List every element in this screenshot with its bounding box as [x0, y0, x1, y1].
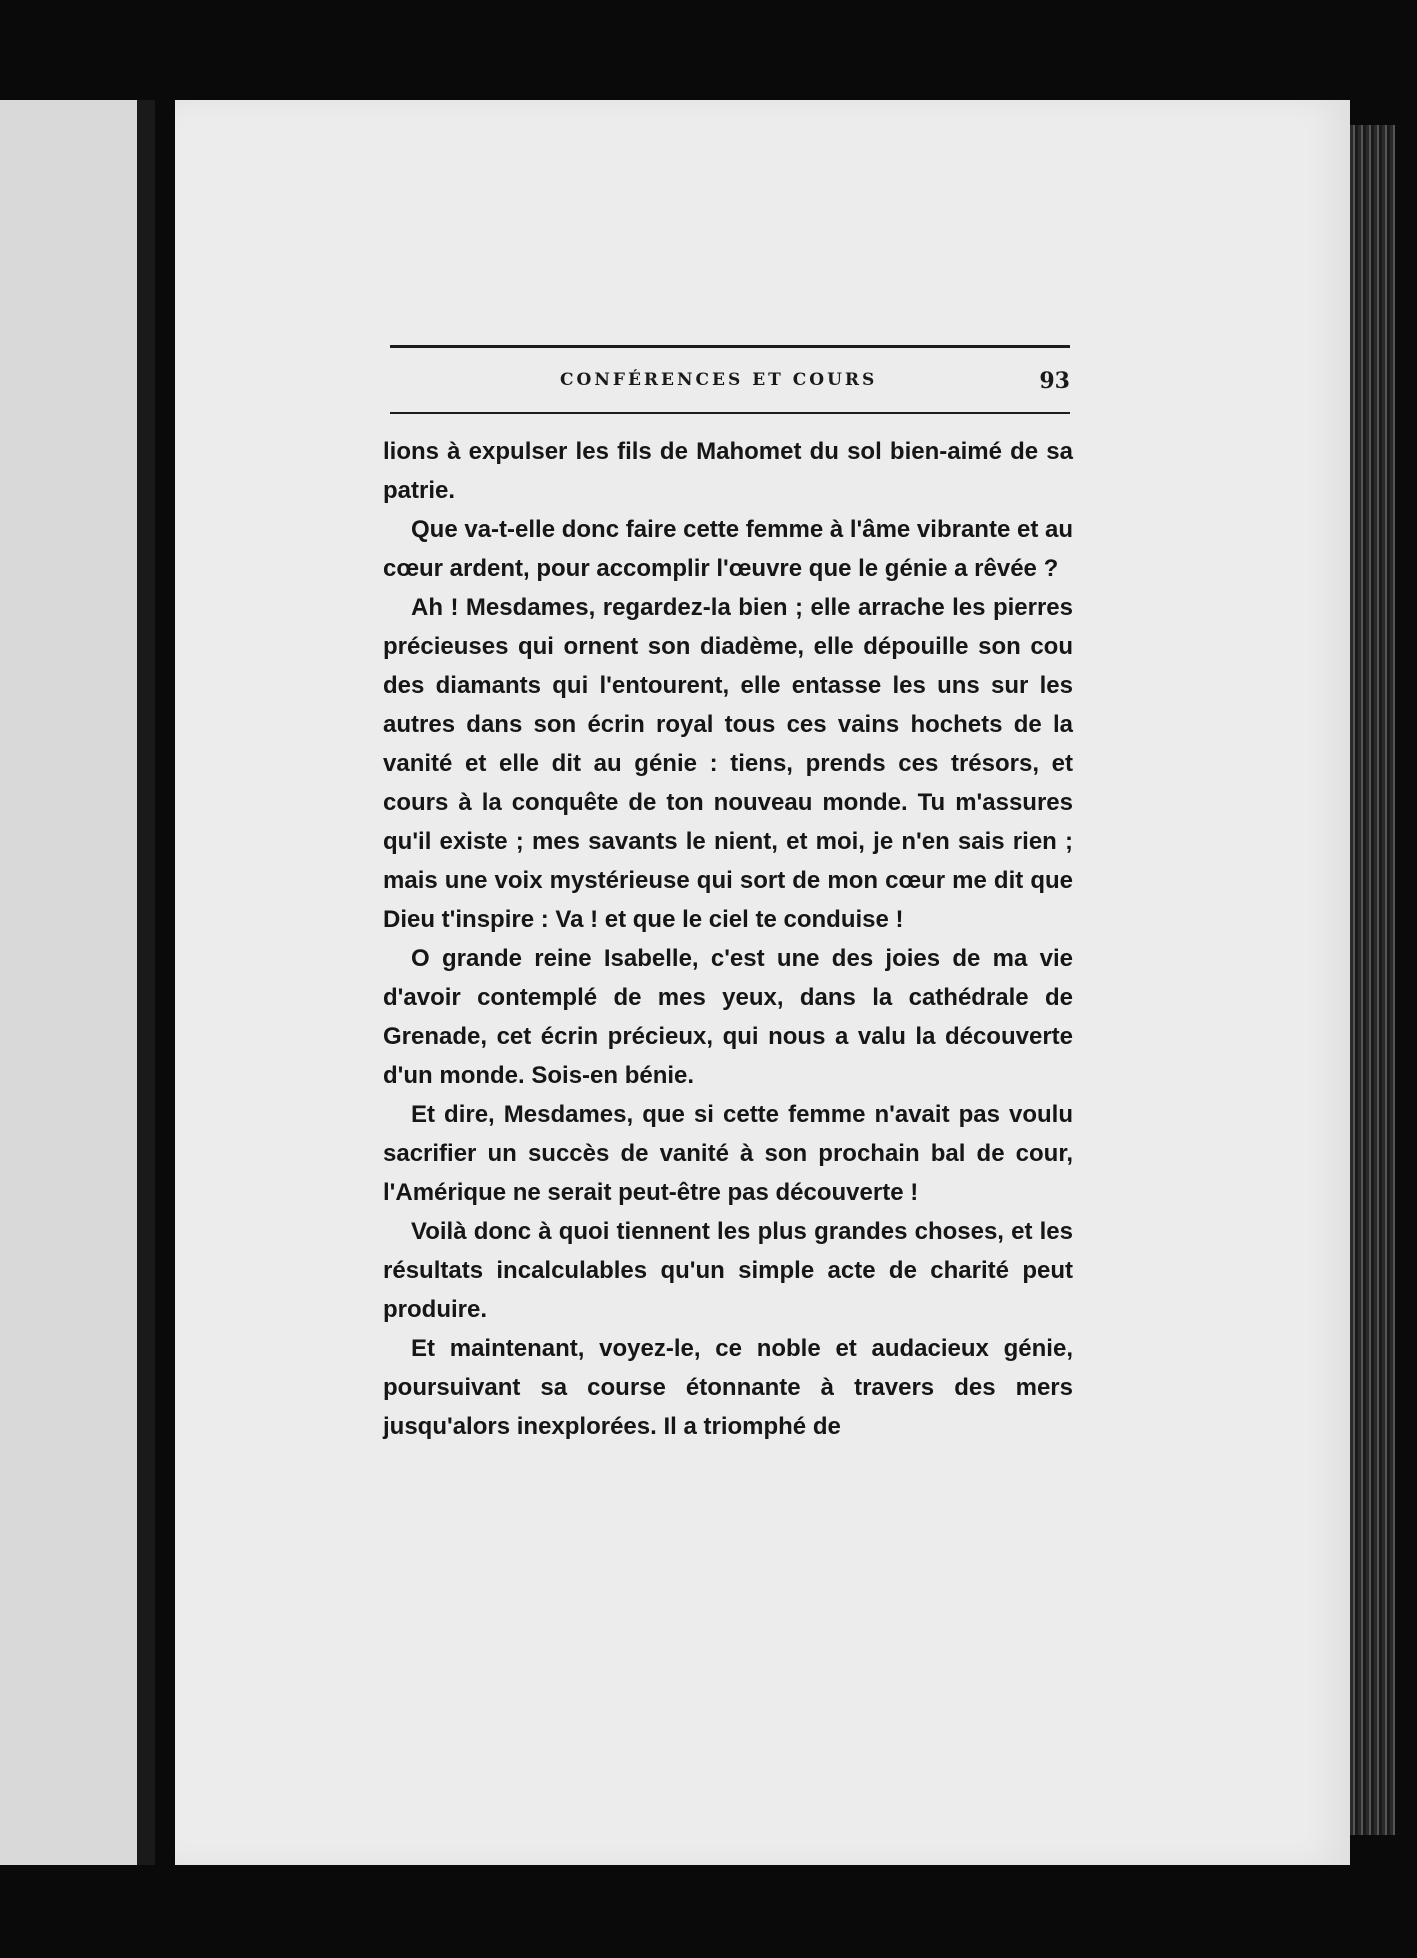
header-rule-top — [390, 345, 1070, 348]
paragraph: O grande reine Isabelle, c'est une des joies de ma vie d'avoir contemplé de mes yeux, dans la cathédrale de Grenade, cet écrin précieux, qui nous a valu la découverte d'un monde. Sois-en bénie. — [383, 945, 1073, 1089]
header-row — [390, 368, 1070, 398]
book-page-edges — [1350, 125, 1395, 1835]
page-header — [390, 345, 1070, 414]
paragraph-continued: lions à expulser les fils de Mahomet du sol bien-aimé de sa patrie. — [383, 438, 1073, 504]
paragraph: Et dire, Mesdames, que si cette femme n'avait pas voulu sacrifier un succès de vanité à son prochain bal de cour, l'Amérique ne serait peut-être pas découverte ! — [383, 1101, 1073, 1206]
paragraph: Que va-t-elle donc faire cette femme à l'âme vibrante et au cœur ardent, pour accomplir l'œuvre que le génie a rêvée ? — [383, 516, 1073, 582]
running-title: CONFÉRENCES ET COURS — [560, 370, 878, 390]
paragraph: Ah ! Mesdames, regardez-la bien ; elle arrache les pierres précieuses qui ornent son diadème, elle dépouille son cou des diamants qui l'entourent, elle entasse les uns sur les autres dans son écrin royal tous ces vains hochets de la vanité et elle dit au génie : tiens, prends ces trésors, et cours à la conquête de ton nouveau monde. Tu m'assures qu'il existe ; mes savants le nient, et moi, je n'en sais rien ; mais une voix mystérieuse qui sort de mon cœur me dit que Dieu t'inspire : Va ! et que le ciel te conduise ! — [383, 594, 1073, 933]
paragraph: Voilà donc à quoi tiennent les plus grandes choses, et les résultats incalculables qu'un simple acte de charité peut produire. — [383, 1218, 1073, 1323]
header-rule-bottom — [390, 412, 1070, 414]
paragraph: Et maintenant, voyez-le, ce noble et audacieux génie, poursuivant sa course étonnante à travers des mers jusqu'alors inexplorées. Il a triomphé de — [383, 1335, 1073, 1440]
page-number: 93 — [1039, 368, 1070, 394]
scanner-left-margin — [0, 100, 155, 1865]
page-body — [383, 432, 1073, 1446]
